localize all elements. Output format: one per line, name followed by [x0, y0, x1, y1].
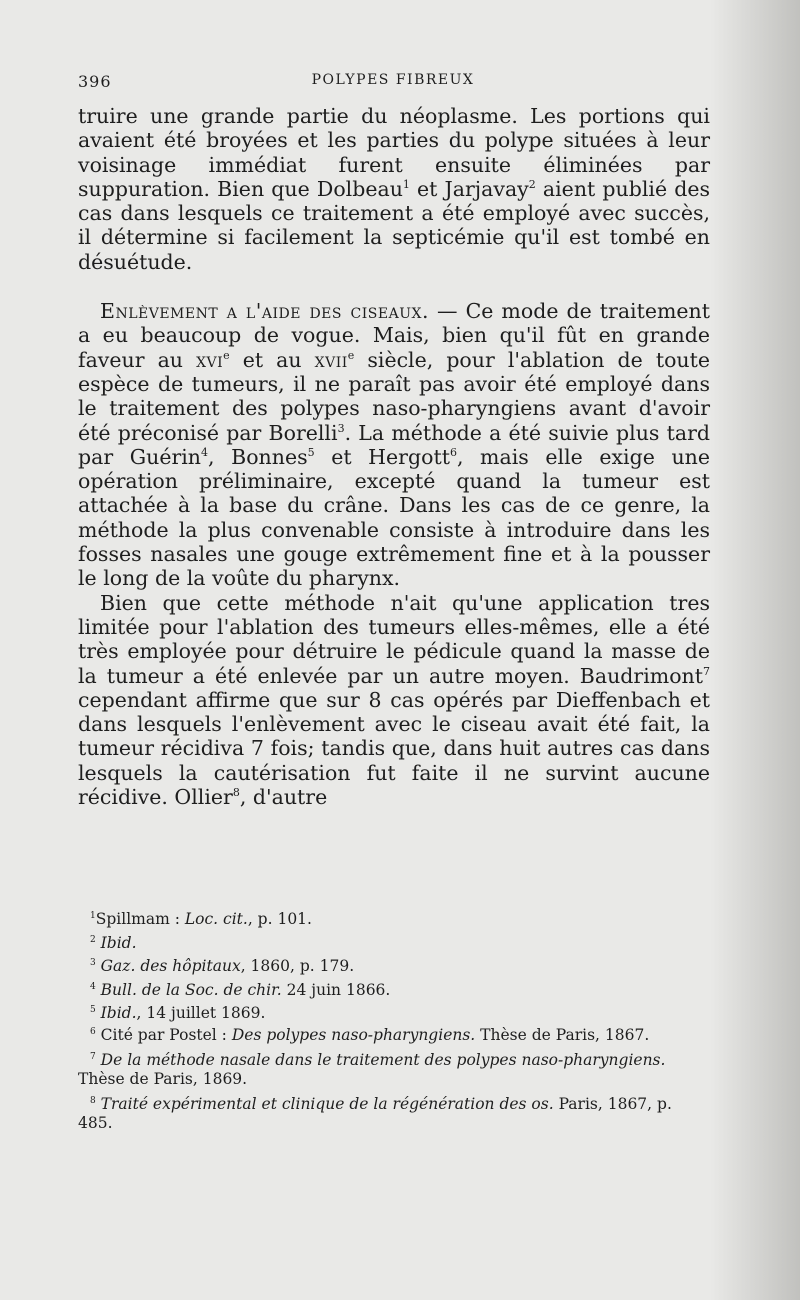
p1-rest: aient publié des cas dans lesquels ce traitement a été employé avec succès, il détermine si facilement la septicémie qu'il est tombé en désuétude.: [78, 176, 710, 274]
body-text: [78, 104, 710, 809]
footnote-6-text: Cité par Postel :: [95, 1025, 232, 1044]
footnotes: [78, 908, 708, 1139]
footnote-6: [78, 1026, 708, 1045]
p2-text-g: , mais elle exige une opération préliminaire, excepté quand la tumeur est attachée à la base du crâne. Dans les cas de ce genre, la méthode la plus convenable consiste à introduire dans les fosses nasales une gouge extrêmement fine et à la pousser le long de la voûte du pharynx.: [78, 444, 711, 591]
footnote-8-mark: 8: [90, 1095, 96, 1106]
p1-jarjavay: et Jarjavay: [409, 176, 529, 201]
p2-century-b-sup: e: [347, 348, 355, 362]
section-heading: Enlèvement a l'aide des ciseaux.: [100, 299, 429, 324]
footnote-6-mark: 6: [90, 1026, 96, 1037]
footnote-ref-4: 4: [201, 445, 209, 459]
footnote-7: [78, 1051, 708, 1089]
page-edge-shadow: [710, 0, 800, 1300]
footnote-1-rest: , p. 101.: [247, 910, 312, 928]
footnote-1-mark: 1: [90, 911, 96, 921]
footnote-8: [78, 1095, 708, 1133]
p2-text-b: et au: [229, 347, 315, 372]
page-number: 396: [78, 72, 112, 91]
p2-century-b: xvii: [314, 347, 348, 372]
footnote-ref-8: 8: [232, 786, 240, 800]
p1-dolbeau: Dolbeau: [316, 176, 403, 201]
footnote-3-source: Gaz. des hôpitaux: [100, 957, 241, 975]
footnote-6-rest: Thèse de Paris, 1867.: [475, 1025, 650, 1044]
paragraph-3: [78, 591, 710, 810]
p2-text-e: , Bonnes: [208, 444, 308, 469]
paragraph-2: [78, 299, 710, 591]
footnote-ref-6: 6: [449, 445, 457, 459]
footnote-8-source: Traité expérimental et clinique de la régénération des os.: [95, 1094, 554, 1113]
p3-text-a: Bien que cette méthode n'ait qu'une application tres limitée pour l'ablation des tumeurs elles-mêmes, elle a été très employée pour détruire le pédicule quand la masse de la tumeur a été enlevée par un autre moyen. Baudrimont: [78, 590, 710, 688]
p2-text-f: et Hergott: [314, 444, 450, 469]
footnote-2: [78, 932, 708, 956]
footnote-ref-5: 5: [307, 445, 315, 459]
p1-text: truire une grande partie du néoplasme. Les portions qui avaient été broyées et les parties du polype situées à leur voisinage immédiat furent ensuite éliminées par suppuration. Bien que: [78, 104, 710, 201]
footnote-5-mark: 5: [90, 1005, 96, 1015]
p3-text-c: , d'autre: [239, 785, 328, 810]
footnote-6-source: Des polypes naso-pharyngiens.: [231, 1025, 476, 1044]
p2-text-a: — Ce mode de traitement a eu beaucoup de vogue. Mais, bien qu'il fût en grande faveur au: [78, 299, 710, 372]
footnote-7-mark: 7: [90, 1051, 96, 1062]
footnote-3-mark: 3: [90, 958, 96, 968]
footnote-5-rest: , 14 juillet 1869.: [136, 1004, 266, 1022]
footnote-7-source: De la méthode nasale dans le traitement des polypes naso-pharyngiens.: [95, 1050, 666, 1069]
footnote-3-rest: , 1860, p. 179.: [240, 957, 355, 975]
footnote-7-rest: Thèse de Paris, 1869.: [78, 1069, 248, 1088]
footnote-2-source: Ibid.: [100, 933, 137, 952]
footnote-4: [78, 979, 708, 1003]
p2-text-d: . La méthode a été suivie plus tard par Guérin: [78, 420, 710, 469]
footnote-5: [78, 1002, 708, 1026]
running-title: POLYPES FIBREUX: [311, 72, 475, 88]
footnote-8-rest: Paris, 1867, p. 485.: [78, 1094, 672, 1132]
footnote-5-source: Ibid.: [100, 1004, 137, 1022]
page-header: [78, 72, 708, 96]
footnote-ref-3: 3: [337, 421, 345, 435]
p3-text-b: cependant affirme que sur 8 cas opérés par Dieffenbach et dans lesquels l'enlèvement avec le ciseau avait été fait, la tumeur récidiva 7 fois; tandis que, dans huit autres cas dans lesquels la cautérisation fut faite il ne survint aucune récidive. Ollier: [78, 687, 710, 810]
footnote-4-source: Bull. de la Soc. de chir.: [100, 980, 282, 999]
footnote-ref-2: 2: [528, 177, 536, 191]
footnote-ref-1: 1: [402, 177, 410, 191]
footnote-ref-7: 7: [703, 664, 710, 678]
p2-century-a: xvi: [196, 347, 224, 372]
footnote-4-mark: 4: [90, 981, 96, 992]
p2-text-c: siècle, pour l'ablation de toute espèce de tumeurs, il ne paraît pas avoir été employé dans le traitement des polypes naso-pharyngiens avant d'avoir été préconisé par Borelli: [78, 347, 711, 445]
footnote-1: [78, 908, 708, 932]
p2-century-a-sup: e: [223, 348, 230, 362]
footnote-1-text: Spillmam :: [95, 910, 185, 928]
footnote-3: [78, 955, 708, 979]
footnote-4-rest: 24 juin 1866.: [281, 980, 391, 999]
footnote-2-mark: 2: [90, 934, 96, 945]
footnote-1-source: Loc. cit.: [184, 910, 248, 928]
paragraph-1: [78, 104, 710, 274]
